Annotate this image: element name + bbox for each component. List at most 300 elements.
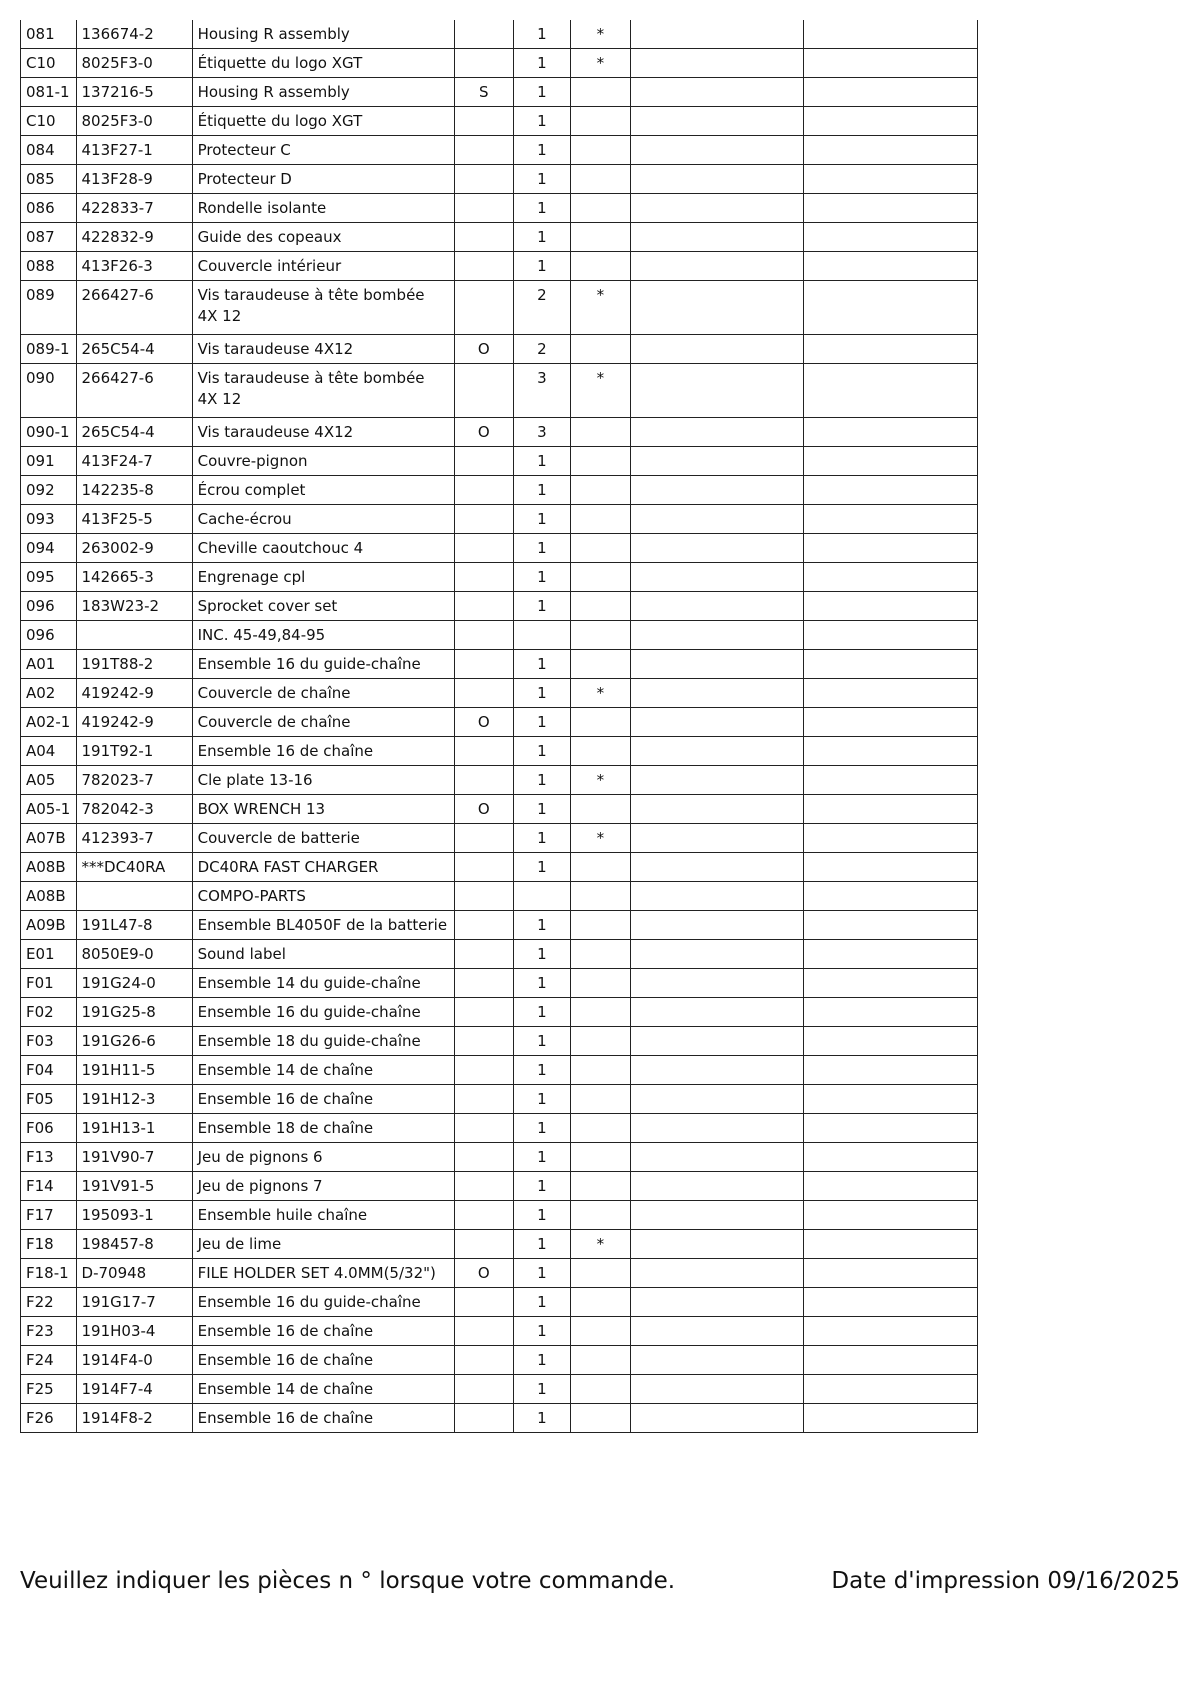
note-cell xyxy=(455,650,514,679)
blank-cell xyxy=(630,534,804,563)
note-cell xyxy=(455,223,514,252)
blank-cell xyxy=(804,940,978,969)
quantity-cell: 1 xyxy=(513,1375,571,1404)
quantity-cell: 1 xyxy=(513,708,571,737)
quantity-cell: 1 xyxy=(513,136,571,165)
ref-no-cell: F14 xyxy=(21,1172,77,1201)
mark-cell: * xyxy=(571,679,631,708)
quantity-cell: 1 xyxy=(513,1201,571,1230)
blank-cell xyxy=(804,1201,978,1230)
part-number-cell: 782042-3 xyxy=(76,795,192,824)
description-cell: Sprocket cover set xyxy=(192,592,454,621)
order-instruction-note: Veuillez indiquer les pièces n ° lorsque votre commande. xyxy=(20,1568,676,1594)
part-number-cell: 419242-9 xyxy=(76,679,192,708)
part-number-cell: 8025F3-0 xyxy=(76,49,192,78)
description-cell: Écrou complet xyxy=(192,476,454,505)
blank-cell xyxy=(804,1056,978,1085)
note-cell xyxy=(455,1085,514,1114)
table-row xyxy=(21,1404,978,1433)
ref-no-cell: 094 xyxy=(21,534,77,563)
ref-no-cell: 089-1 xyxy=(21,335,77,364)
blank-cell xyxy=(804,766,978,795)
part-number-cell: 191H13-1 xyxy=(76,1114,192,1143)
description-cell: Ensemble 16 de chaîne xyxy=(192,1404,454,1433)
table-row xyxy=(21,1027,978,1056)
table-row xyxy=(21,1201,978,1230)
quantity-cell: 3 xyxy=(513,364,571,418)
note-cell xyxy=(455,447,514,476)
quantity-cell: 1 xyxy=(513,766,571,795)
mark-cell xyxy=(571,998,631,1027)
mark-cell xyxy=(571,1027,631,1056)
description-cell: Couvercle de batterie xyxy=(192,824,454,853)
table-row xyxy=(21,78,978,107)
table-row xyxy=(21,592,978,621)
ref-no-cell: A08B xyxy=(21,853,77,882)
description-cell: Ensemble 14 de chaîne xyxy=(192,1056,454,1085)
blank-cell xyxy=(804,1317,978,1346)
blank-cell xyxy=(630,621,804,650)
part-number-cell: 191G26-6 xyxy=(76,1027,192,1056)
ref-no-cell: F04 xyxy=(21,1056,77,1085)
table-row xyxy=(21,969,978,998)
blank-cell xyxy=(630,1230,804,1259)
note-cell xyxy=(455,853,514,882)
note-cell: O xyxy=(455,795,514,824)
blank-cell xyxy=(804,592,978,621)
blank-cell xyxy=(630,592,804,621)
description-cell: Couvercle de chaîne xyxy=(192,679,454,708)
part-number-cell: 413F26-3 xyxy=(76,252,192,281)
part-number-cell: 413F25-5 xyxy=(76,505,192,534)
part-number-cell: 265C54-4 xyxy=(76,335,192,364)
quantity-cell: 1 xyxy=(513,20,571,49)
description-cell: INC. 45-49,84-95 xyxy=(192,621,454,650)
description-cell: Jeu de lime xyxy=(192,1230,454,1259)
ref-no-cell: 092 xyxy=(21,476,77,505)
note-cell xyxy=(455,49,514,78)
part-number-cell xyxy=(76,621,192,650)
blank-cell xyxy=(804,1114,978,1143)
note-cell xyxy=(455,1143,514,1172)
note-cell xyxy=(455,1114,514,1143)
ref-no-cell: 085 xyxy=(21,165,77,194)
description-cell: Ensemble BL4050F de la batterie xyxy=(192,911,454,940)
blank-cell xyxy=(630,78,804,107)
quantity-cell: 2 xyxy=(513,281,571,335)
blank-cell xyxy=(630,364,804,418)
part-number-cell: 422833-7 xyxy=(76,194,192,223)
description-cell: Ensemble 16 du guide-chaîne xyxy=(192,998,454,1027)
ref-no-cell: F26 xyxy=(21,1404,77,1433)
ref-no-cell: F03 xyxy=(21,1027,77,1056)
ref-no-cell: 091 xyxy=(21,447,77,476)
blank-cell xyxy=(630,505,804,534)
description-cell: Engrenage cpl xyxy=(192,563,454,592)
note-cell xyxy=(455,364,514,418)
note-cell: S xyxy=(455,78,514,107)
note-cell xyxy=(455,563,514,592)
description-cell: Jeu de pignons 7 xyxy=(192,1172,454,1201)
ref-no-cell: 096 xyxy=(21,621,77,650)
quantity-cell xyxy=(513,621,571,650)
blank-cell xyxy=(804,505,978,534)
blank-cell xyxy=(630,853,804,882)
blank-cell xyxy=(630,737,804,766)
description-cell: FILE HOLDER SET 4.0MM(5/32") xyxy=(192,1259,454,1288)
ref-no-cell: F05 xyxy=(21,1085,77,1114)
ref-no-cell: 084 xyxy=(21,136,77,165)
part-number-cell: 782023-7 xyxy=(76,766,192,795)
blank-cell xyxy=(630,1346,804,1375)
note-cell xyxy=(455,1288,514,1317)
blank-cell xyxy=(804,476,978,505)
blank-cell xyxy=(630,824,804,853)
quantity-cell: 1 xyxy=(513,824,571,853)
description-cell: Couvercle intérieur xyxy=(192,252,454,281)
blank-cell xyxy=(804,563,978,592)
blank-cell xyxy=(630,223,804,252)
description-cell: Couvre-pignon xyxy=(192,447,454,476)
quantity-cell: 1 xyxy=(513,563,571,592)
blank-cell xyxy=(630,1259,804,1288)
note-cell xyxy=(455,737,514,766)
quantity-cell xyxy=(513,882,571,911)
part-number-cell: D-70948 xyxy=(76,1259,192,1288)
blank-cell xyxy=(630,1201,804,1230)
description-cell: Ensemble 16 du guide-chaîne xyxy=(192,1288,454,1317)
part-number-cell: 266427-6 xyxy=(76,281,192,335)
blank-cell xyxy=(630,20,804,49)
ref-no-cell: 093 xyxy=(21,505,77,534)
blank-cell xyxy=(630,252,804,281)
print-date: Date d'impression 09/16/2025 xyxy=(831,1568,1180,1594)
note-cell xyxy=(455,107,514,136)
mark-cell: * xyxy=(571,49,631,78)
blank-cell xyxy=(804,1027,978,1056)
description-cell: Couvercle de chaîne xyxy=(192,708,454,737)
blank-cell xyxy=(630,940,804,969)
quantity-cell: 1 xyxy=(513,49,571,78)
description-cell: Ensemble 18 du guide-chaîne xyxy=(192,1027,454,1056)
ref-no-cell: A01 xyxy=(21,650,77,679)
blank-cell xyxy=(630,650,804,679)
blank-cell xyxy=(630,679,804,708)
ref-no-cell: C10 xyxy=(21,107,77,136)
quantity-cell: 1 xyxy=(513,1056,571,1085)
quantity-cell: 1 xyxy=(513,534,571,563)
ref-no-cell: A07B xyxy=(21,824,77,853)
table-row xyxy=(21,1288,978,1317)
note-cell xyxy=(455,592,514,621)
blank-cell xyxy=(804,708,978,737)
part-number-cell: 183W23-2 xyxy=(76,592,192,621)
mark-cell xyxy=(571,1317,631,1346)
description-cell: Housing R assembly xyxy=(192,78,454,107)
note-cell xyxy=(455,1317,514,1346)
quantity-cell: 1 xyxy=(513,969,571,998)
blank-cell xyxy=(804,1288,978,1317)
mark-cell xyxy=(571,621,631,650)
mark-cell: * xyxy=(571,766,631,795)
note-cell xyxy=(455,1346,514,1375)
table-row xyxy=(21,563,978,592)
table-row xyxy=(21,737,978,766)
blank-cell xyxy=(630,1114,804,1143)
blank-cell xyxy=(630,281,804,335)
mark-cell xyxy=(571,78,631,107)
part-number-cell: 191H12-3 xyxy=(76,1085,192,1114)
mark-cell xyxy=(571,1172,631,1201)
table-row xyxy=(21,1172,978,1201)
description-cell: Ensemble 16 du guide-chaîne xyxy=(192,650,454,679)
ref-no-cell: A08B xyxy=(21,882,77,911)
table-row xyxy=(21,795,978,824)
description-cell: Cheville caoutchouc 4 xyxy=(192,534,454,563)
quantity-cell: 1 xyxy=(513,592,571,621)
ref-no-cell: A04 xyxy=(21,737,77,766)
mark-cell xyxy=(571,476,631,505)
note-cell xyxy=(455,505,514,534)
note-cell xyxy=(455,998,514,1027)
blank-cell xyxy=(804,534,978,563)
quantity-cell: 1 xyxy=(513,853,571,882)
mark-cell xyxy=(571,1404,631,1433)
quantity-cell: 1 xyxy=(513,165,571,194)
mark-cell: * xyxy=(571,364,631,418)
description-cell: Sound label xyxy=(192,940,454,969)
blank-cell xyxy=(804,1346,978,1375)
blank-cell xyxy=(630,969,804,998)
blank-cell xyxy=(630,1085,804,1114)
mark-cell: * xyxy=(571,824,631,853)
description-cell: Vis taraudeuse 4X12 xyxy=(192,335,454,364)
mark-cell xyxy=(571,165,631,194)
ref-no-cell: 081 xyxy=(21,20,77,49)
mark-cell xyxy=(571,447,631,476)
table-row xyxy=(21,1259,978,1288)
blank-cell xyxy=(804,447,978,476)
table-row xyxy=(21,1317,978,1346)
blank-cell xyxy=(804,364,978,418)
blank-cell xyxy=(630,1375,804,1404)
quantity-cell: 1 xyxy=(513,1230,571,1259)
mark-cell xyxy=(571,1056,631,1085)
table-row xyxy=(21,534,978,563)
blank-cell xyxy=(630,998,804,1027)
mark-cell xyxy=(571,1114,631,1143)
table-row xyxy=(21,252,978,281)
ref-no-cell: A02 xyxy=(21,679,77,708)
mark-cell xyxy=(571,940,631,969)
mark-cell xyxy=(571,911,631,940)
ref-no-cell: 081-1 xyxy=(21,78,77,107)
table-row xyxy=(21,223,978,252)
blank-cell xyxy=(630,708,804,737)
part-number-cell: 191T88-2 xyxy=(76,650,192,679)
part-number-cell: 8050E9-0 xyxy=(76,940,192,969)
blank-cell xyxy=(804,969,978,998)
mark-cell xyxy=(571,107,631,136)
table-row xyxy=(21,621,978,650)
part-number-cell: 191V91-5 xyxy=(76,1172,192,1201)
part-number-cell: 191V90-7 xyxy=(76,1143,192,1172)
mark-cell xyxy=(571,1375,631,1404)
table-row xyxy=(21,136,978,165)
table-row xyxy=(21,1143,978,1172)
description-cell: Vis taraudeuse à tête bombée 4X 12 xyxy=(192,364,454,418)
blank-cell xyxy=(804,824,978,853)
part-number-cell: 142665-3 xyxy=(76,563,192,592)
note-cell xyxy=(455,766,514,795)
blank-cell xyxy=(804,1230,978,1259)
description-cell: Ensemble 16 de chaîne xyxy=(192,1085,454,1114)
blank-cell xyxy=(630,1317,804,1346)
description-cell: Vis taraudeuse à tête bombée 4X 12 xyxy=(192,281,454,335)
mark-cell xyxy=(571,882,631,911)
blank-cell xyxy=(630,194,804,223)
table-row xyxy=(21,911,978,940)
part-number-cell: 422832-9 xyxy=(76,223,192,252)
table-row xyxy=(21,107,978,136)
blank-cell xyxy=(804,1375,978,1404)
mark-cell xyxy=(571,1085,631,1114)
blank-cell xyxy=(630,49,804,78)
description-cell: Guide des copeaux xyxy=(192,223,454,252)
blank-cell xyxy=(630,911,804,940)
description-cell: Ensemble 16 de chaîne xyxy=(192,1346,454,1375)
note-cell xyxy=(455,252,514,281)
quantity-cell: 1 xyxy=(513,476,571,505)
table-row xyxy=(21,447,978,476)
mark-cell: * xyxy=(571,20,631,49)
blank-cell xyxy=(804,1404,978,1433)
table-row xyxy=(21,335,978,364)
mark-cell xyxy=(571,1143,631,1172)
blank-cell xyxy=(804,882,978,911)
blank-cell xyxy=(630,563,804,592)
description-cell: Ensemble 18 de chaîne xyxy=(192,1114,454,1143)
table-row xyxy=(21,418,978,447)
quantity-cell: 1 xyxy=(513,679,571,708)
mark-cell xyxy=(571,252,631,281)
ref-no-cell: 090 xyxy=(21,364,77,418)
mark-cell xyxy=(571,534,631,563)
blank-cell xyxy=(804,78,978,107)
blank-cell xyxy=(630,1143,804,1172)
quantity-cell: 1 xyxy=(513,194,571,223)
quantity-cell: 1 xyxy=(513,998,571,1027)
part-number-cell: 413F28-9 xyxy=(76,165,192,194)
ref-no-cell: F02 xyxy=(21,998,77,1027)
ref-no-cell: F01 xyxy=(21,969,77,998)
description-cell: Ensemble 14 du guide-chaîne xyxy=(192,969,454,998)
quantity-cell: 1 xyxy=(513,1143,571,1172)
note-cell xyxy=(455,281,514,335)
ref-no-cell: A09B xyxy=(21,911,77,940)
blank-cell xyxy=(630,882,804,911)
description-cell: COMPO-PARTS xyxy=(192,882,454,911)
quantity-cell: 1 xyxy=(513,107,571,136)
mark-cell xyxy=(571,1288,631,1317)
table-row xyxy=(21,505,978,534)
description-cell: Cache-écrou xyxy=(192,505,454,534)
quantity-cell: 1 xyxy=(513,78,571,107)
parts-list-sheet xyxy=(20,20,978,1433)
quantity-cell: 1 xyxy=(513,447,571,476)
note-cell: O xyxy=(455,418,514,447)
ref-no-cell: 086 xyxy=(21,194,77,223)
table-row xyxy=(21,998,978,1027)
parts-table xyxy=(20,20,978,1433)
table-row xyxy=(21,1085,978,1114)
mark-cell xyxy=(571,335,631,364)
part-number-cell: 8025F3-0 xyxy=(76,107,192,136)
quantity-cell: 1 xyxy=(513,1027,571,1056)
blank-cell xyxy=(804,1259,978,1288)
ref-no-cell: 089 xyxy=(21,281,77,335)
table-row xyxy=(21,766,978,795)
blank-cell xyxy=(804,1172,978,1201)
blank-cell xyxy=(804,20,978,49)
note-cell xyxy=(455,1056,514,1085)
part-number-cell: 266427-6 xyxy=(76,364,192,418)
blank-cell xyxy=(804,136,978,165)
quantity-cell: 1 xyxy=(513,1114,571,1143)
part-number-cell: 412393-7 xyxy=(76,824,192,853)
blank-cell xyxy=(804,911,978,940)
table-row xyxy=(21,708,978,737)
mark-cell xyxy=(571,1259,631,1288)
table-row xyxy=(21,679,978,708)
blank-cell xyxy=(630,766,804,795)
note-cell: O xyxy=(455,1259,514,1288)
description-cell: Rondelle isolante xyxy=(192,194,454,223)
mark-cell xyxy=(571,563,631,592)
part-number-cell: 1914F8-2 xyxy=(76,1404,192,1433)
blank-cell xyxy=(804,165,978,194)
ref-no-cell: 095 xyxy=(21,563,77,592)
blank-cell xyxy=(804,795,978,824)
note-cell xyxy=(455,911,514,940)
blank-cell xyxy=(804,1143,978,1172)
mark-cell xyxy=(571,650,631,679)
blank-cell xyxy=(630,136,804,165)
part-number-cell: 142235-8 xyxy=(76,476,192,505)
ref-no-cell: F18-1 xyxy=(21,1259,77,1288)
quantity-cell: 3 xyxy=(513,418,571,447)
ref-no-cell: F13 xyxy=(21,1143,77,1172)
part-number-cell: 413F27-1 xyxy=(76,136,192,165)
mark-cell xyxy=(571,1346,631,1375)
blank-cell xyxy=(630,1172,804,1201)
description-cell: Ensemble 16 de chaîne xyxy=(192,737,454,766)
blank-cell xyxy=(804,281,978,335)
note-cell xyxy=(455,194,514,223)
blank-cell xyxy=(630,165,804,194)
blank-cell xyxy=(804,679,978,708)
blank-cell xyxy=(630,447,804,476)
blank-cell xyxy=(804,998,978,1027)
description-cell: Ensemble huile chaîne xyxy=(192,1201,454,1230)
table-row xyxy=(21,1056,978,1085)
quantity-cell: 1 xyxy=(513,1404,571,1433)
table-row xyxy=(21,853,978,882)
part-number-cell: 1914F4-0 xyxy=(76,1346,192,1375)
table-row xyxy=(21,1230,978,1259)
mark-cell xyxy=(571,795,631,824)
table-row xyxy=(21,1346,978,1375)
